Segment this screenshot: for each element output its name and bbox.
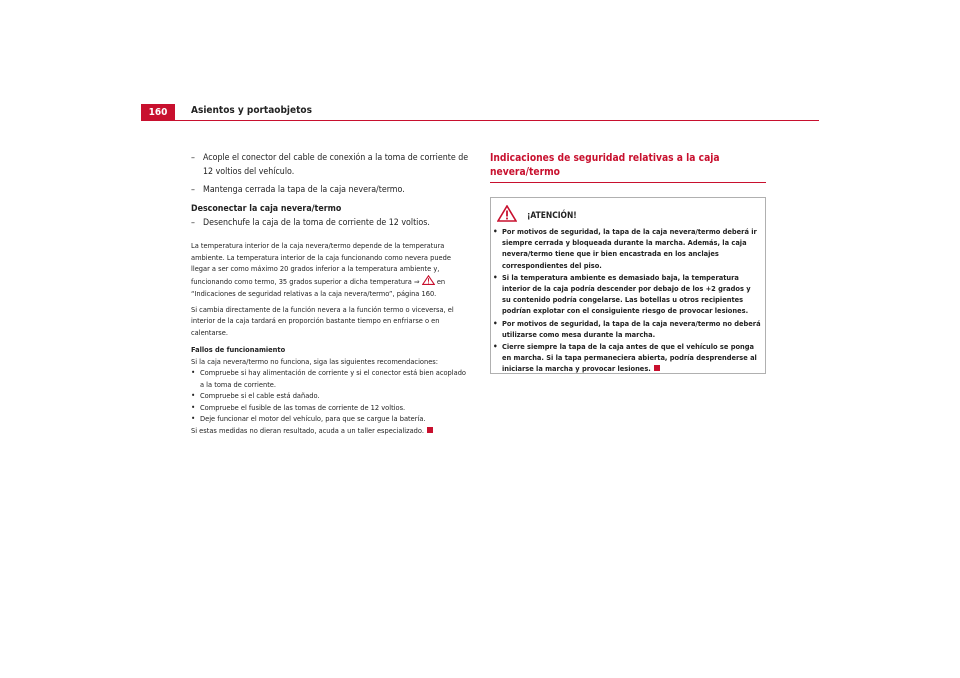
warning-triangle-icon (497, 205, 517, 226)
fallos-intro: Si la caja nevera/termo no funciona, siga las siguientes recomendaciones: (191, 356, 438, 366)
left-column (191, 152, 471, 436)
step-item: – Desenchufe la caja de la toma de corriente de 12 voltios. (191, 217, 430, 228)
list-item: • Compruebe el fusible de las tomas de corriente de 12 voltios. (191, 402, 406, 412)
closing-text: Si estas medidas no dieran resultado, acuda a un taller especializado. (191, 425, 471, 437)
warning-item: • Cierre siempre la tapa de la caja antes de que el vehículo se ponga en marcha. Si la tapa permaneciera abierta, podría desprenderse al iniciarse la marcha y provocar lesiones. (493, 342, 757, 374)
page-number: 160 (141, 104, 175, 121)
step-item: – Acople el conector del cable de conexión a la toma de corriente de 12 voltios del vehículo. (191, 153, 469, 177)
temperature-paragraph: La temperatura interior de la caja nevera/termo depende de la temperatura ambiente. La temperatura interior de la caja funcionando como nevera puede llegar a ser como máximo 20 grados inferior a la temperatura ambiente y, funcionando como termo, 35 grados superior a dicha temperatura ⇒ en “Indicaciones de seguridad relativas a la caja nevera/termo”, página 160. (191, 241, 451, 298)
step-item: – Mantenga cerrada la tapa de la caja nevera/termo. (191, 185, 405, 195)
end-marker (427, 427, 433, 433)
header-rule (141, 120, 819, 121)
warning-triangle-icon (422, 275, 435, 289)
disconnect-heading: Desconectar la caja nevera/termo (191, 203, 342, 214)
warning-title: ¡ATENCIÓN! (527, 210, 577, 220)
right-column (490, 152, 766, 374)
end-marker (654, 365, 660, 371)
list-item: • Deje funcionar el motor del vehículo, para que se cargue la batería. (191, 414, 426, 423)
warning-item: • Por motivos de seguridad, la tapa de la caja nevera/termo deberá ir siempre cerrada y bloqueada durante la marcha. Además, la caja nevera/termo tiene que ir bien encastrada en los anclajes correspondientes del piso. (493, 227, 757, 270)
chapter-title: Asientos y portaobjetos (191, 105, 312, 116)
list-item: • Compruebe si el cable está dañado. (191, 391, 320, 400)
warning-item: • Si la temperatura ambiente es demasiado baja, la temperatura interior de la caja podría descender por debajo de los +2 grados y su contenido podría congelarse. Las botellas u otros recipientes podrían explotar con el consiguiente riesgo de provocar lesiones. (493, 272, 751, 316)
list-item: • Compruebe si hay alimentación de corriente y si el conector está bien acoplado a la toma de corriente. (191, 368, 466, 389)
warning-box (490, 197, 766, 374)
mode-change-paragraph: Si cambia directamente de la función nevera a la función termo o viceversa, el interior de la caja tardará en proporción bastante tiempo en enfriarse o en calentarse. (191, 304, 454, 337)
fallos-heading: Fallos de funcionamiento (191, 345, 286, 354)
section-rule (490, 182, 766, 183)
section-title: Indicaciones de seguridad relativas a la caja nevera/termo (490, 153, 720, 178)
warning-item: • Por motivos de seguridad, la tapa de la caja nevera/termo no deberá utilizarse como mesa durante la marcha. (493, 318, 761, 339)
